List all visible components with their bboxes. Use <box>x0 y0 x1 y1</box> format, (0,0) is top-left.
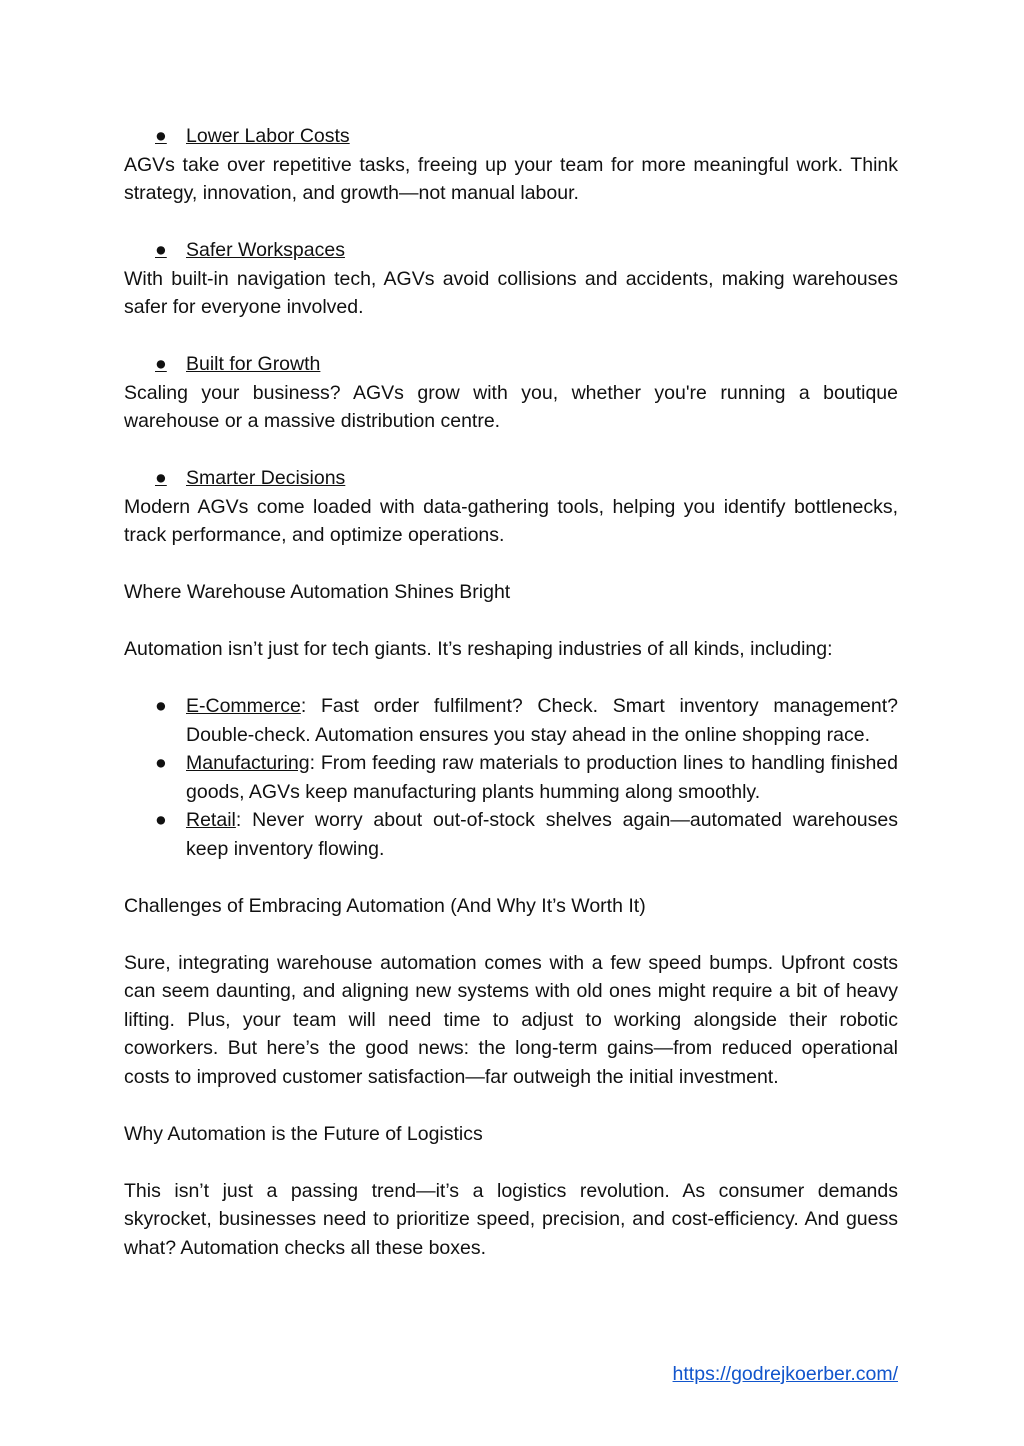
bullet-icon: ● <box>155 239 167 261</box>
bullet-icon: ● <box>155 695 167 717</box>
industry-text: : From feeding raw materials to production lines to handling finished goods, AGVs keep manufacturing plants humming along smoothly. <box>186 752 898 803</box>
document-body <box>124 122 898 1262</box>
bullet-icon: ● <box>155 125 167 147</box>
benefit-heading <box>124 350 898 379</box>
benefit-heading <box>124 236 898 265</box>
benefit-title: Built for Growth <box>186 353 321 375</box>
benefit-text: Modern AGVs come loaded with data-gathering tools, helping you identify bottlenecks, track performance, and optimize operations. <box>124 495 898 546</box>
industry-term: Manufacturing <box>186 752 310 774</box>
list-item <box>124 692 898 749</box>
list-item <box>124 749 898 806</box>
list-item <box>124 806 898 863</box>
benefit-title: Lower Labor Costs <box>186 125 350 147</box>
benefit-text: With built-in navigation tech, AGVs avoid collisions and accidents, making warehouses safer for everyone involved. <box>124 267 898 318</box>
benefit-heading <box>124 122 898 151</box>
section-text: This isn’t just a passing trend—it’s a logistics revolution. As consumer demands skyrocket, businesses need to prioritize speed, precision, and cost-efficiency. And guess what? Automation checks all these boxes. <box>124 1179 898 1259</box>
benefit-title: Smarter Decisions <box>186 467 346 489</box>
industry-term: E-Commerce <box>186 695 301 717</box>
benefit-heading <box>124 464 898 493</box>
bullet-icon: ● <box>155 353 167 375</box>
industry-term: Retail <box>186 809 236 831</box>
section-intro: Automation isn’t just for tech giants. It’s reshaping industries of all kinds, including: <box>124 638 833 660</box>
bullet-icon: ● <box>155 752 167 774</box>
industry-list <box>124 692 898 863</box>
section-heading: Why Automation is the Future of Logistics <box>124 1122 483 1145</box>
industry-text: : Fast order fulfilment? Check. Smart inventory management? Double-check. Automation ensures you stay ahead in the online shopping race. <box>186 695 898 746</box>
section-text: Sure, integrating warehouse automation comes with a few speed bumps. Upfront costs can seem daunting, and aligning new systems with old ones might require a bit of heavy lifting. Plus, your team will need time to adjust to working alongside their robotic coworkers. But here’s the good news: the long-term gains—from reduced operational costs to improved customer satisfaction—far outweigh the initial investment. <box>124 951 898 1088</box>
benefit-text: Scaling your business? AGVs grow with you, whether you're running a boutique warehouse or a massive distribution centre. <box>124 381 898 432</box>
benefit-title: Safer Workspaces <box>186 239 345 261</box>
benefit-text: AGVs take over repetitive tasks, freeing up your team for more meaningful work. Think strategy, innovation, and growth—not manual labour. <box>124 153 898 204</box>
footer-link[interactable]: https://godrejkoerber.com/ <box>672 1363 898 1385</box>
section-heading: Where Warehouse Automation Shines Bright <box>124 581 511 603</box>
section-heading: Challenges of Embracing Automation (And Why It’s Worth It) <box>124 894 646 917</box>
industry-text: : Never worry about out-of-stock shelves again—automated warehouses keep inventory flowing. <box>186 809 898 860</box>
bullet-icon: ● <box>155 809 167 831</box>
bullet-icon: ● <box>155 467 167 489</box>
